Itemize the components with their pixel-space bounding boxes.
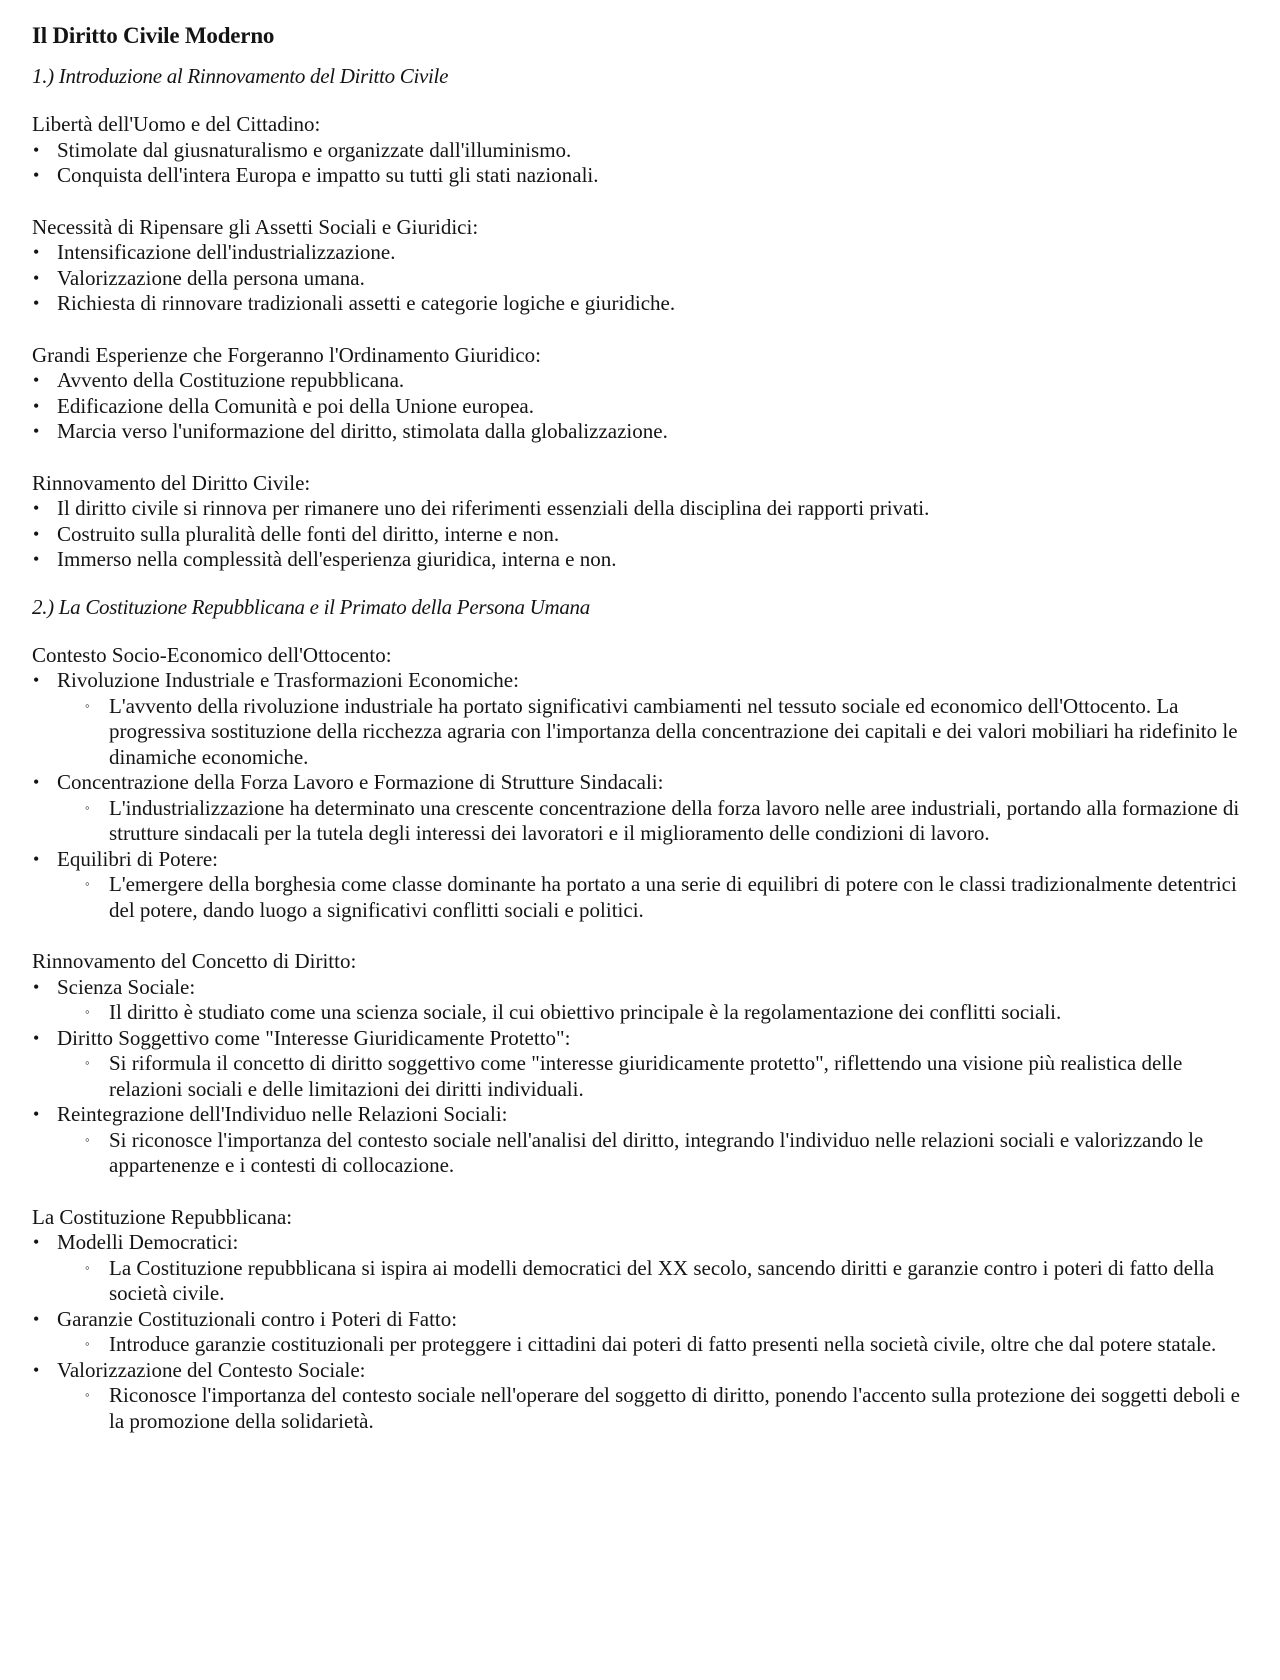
group-label: Contesto Socio-Economico dell'Ottocento: (32, 642, 392, 667)
sub-list-item (57, 1332, 1252, 1358)
sub-list-item (57, 694, 1252, 771)
group-grandi-esperienze (32, 343, 1252, 445)
list-item-text: Conquista dell'intera Europa e impatto su tutti gli stati nazionali. (57, 163, 599, 187)
list-item-text: Immerso nella complessità dell'esperienza giuridica, interna e non. (57, 547, 617, 571)
sub-bullet-icon: ◦ (85, 799, 90, 815)
bullet-icon: • (33, 1308, 40, 1329)
list-item-text: Valorizzazione del Contesto Sociale: (57, 1357, 366, 1382)
list-item-text: Equilibri di Potere: (57, 846, 218, 871)
list-item (32, 240, 1252, 266)
sub-bullet-icon: ◦ (85, 1055, 90, 1070)
sub-list-item-text: Si riconosce l'importanza del contesto sociale nell'analisi del diritto, integrando l'individuo nelle relazioni sociali e valorizzando le appartenenze e i contesti di collocazione. (109, 1127, 1204, 1177)
sub-bullet-icon: ◦ (85, 1004, 90, 1019)
list-item (32, 419, 1252, 445)
list-item (32, 1026, 1252, 1052)
list-item (32, 291, 1252, 317)
sub-list-item-text: La Costituzione repubblicana si ispira ai modelli democratici del XX secolo, sancendo diritti e garanzie contro i poteri di fatto della società civile. (109, 1255, 1215, 1305)
list-item (32, 1230, 1252, 1256)
list-item-text: Diritto Soggettivo come "Interesse Giuridicamente Protetto": (57, 1025, 571, 1050)
sub-bullet-icon: ◦ (85, 697, 90, 713)
list-item (32, 547, 1252, 573)
group-liberta (32, 112, 1252, 189)
section-heading-2: 2.) La Costituzione Repubblicana e il Primato della Persona Umana (32, 594, 590, 619)
bullet-icon: • (33, 242, 40, 262)
list-item-text: Concentrazione della Forza Lavoro e Formazione di Strutture Sindacali: (57, 770, 664, 794)
bullet-icon: • (33, 1232, 40, 1252)
list-item-text: Garanzie Costituzionali contro i Poteri di Fatto: (57, 1306, 458, 1331)
list-item-text: Edificazione della Comunità e poi della Unione europea. (57, 393, 534, 418)
bullet-icon: • (33, 421, 40, 441)
list-item-text: Avvento della Costituzione repubblicana. (57, 368, 405, 392)
sub-list-item (57, 1051, 1252, 1102)
sub-list-item-text: Riconosce l'importanza del contesto sociale nell'operare del soggetto di diritto, ponendo l'accento sulla protezione dei soggetti deboli e la promozione della solidarietà. (109, 1383, 1241, 1433)
bullet-icon: • (33, 139, 40, 160)
group-label: La Costituzione Repubblicana: (32, 1204, 293, 1229)
sub-list-item-text: Si riformula il concetto di diritto soggettivo come "interesse giuridicamente protetto", riflettendo una visione più realistica delle relazioni sociali e delle limitazioni dei diritti individuali. (109, 1051, 1183, 1101)
sub-bullet-icon: ◦ (85, 1259, 90, 1275)
group-rinnovamento-diritto-civile (32, 471, 1252, 573)
sub-list-item-text: L'industrializzazione ha determinato una crescente concentrazione della forza lavoro nelle aree industriali, portando alla formazione di strutture sindacali per la tutela degli interessi dei lavoratori e il miglioramento delle condizioni di lavoro. (109, 795, 1240, 845)
group-label: Rinnovamento del Concetto di Diritto: (32, 949, 357, 973)
list-item (32, 138, 1252, 164)
list-item-text: Marcia verso l'uniformazione del diritto, stimolata dalla globalizzazione. (57, 419, 668, 443)
list-item (32, 522, 1252, 548)
bullet-icon: • (33, 370, 40, 390)
group-label: Rinnovamento del Diritto Civile: (32, 470, 311, 495)
sub-bullet-icon: ◦ (85, 1336, 90, 1351)
list-item-text: Reintegrazione dell'Individuo nelle Relazioni Sociali: (57, 1102, 508, 1126)
list-item-text: Costruito sulla pluralità delle fonti del diritto, interne e non. (57, 521, 560, 546)
list-item (32, 163, 1252, 189)
sub-list-item (57, 796, 1252, 847)
list-item-text: Modelli Democratici: (57, 1230, 239, 1254)
sub-list-item (57, 1383, 1252, 1434)
group-necessita (32, 215, 1252, 317)
bullet-icon: • (33, 976, 40, 997)
bullet-icon: • (33, 1104, 40, 1124)
group-contesto-socio-economico (32, 643, 1252, 924)
list-item-text: Stimolate dal giusnaturalismo e organizzate dall'illuminismo. (57, 137, 572, 162)
list-item (32, 847, 1252, 873)
list-item (32, 266, 1252, 292)
sub-list-item-text: Il diritto è studiato come una scienza sociale, il cui obiettivo principale è la regolamentazione dei conflitti sociali. (109, 1000, 1062, 1024)
list-item (32, 668, 1252, 694)
group-costituzione-repubblicana (32, 1205, 1252, 1435)
sub-bullet-icon: ◦ (85, 1387, 90, 1402)
bullet-icon: • (33, 267, 40, 288)
list-item (32, 975, 1252, 1001)
sub-list-item-text: Introduce garanzie costituzionali per proteggere i cittadini dai poteri di fatto presenti nella società civile, oltre che dal potere statale. (109, 1332, 1217, 1356)
sub-list-item (57, 1000, 1252, 1026)
bullet-icon: • (33, 1027, 40, 1048)
section-heading-1: 1.) Introduzione al Rinnovamento del Diritto Civile (32, 64, 449, 88)
group-label: Necessità di Ripensare gli Assetti Sociali e Giuridici: (32, 214, 479, 239)
list-item (32, 1102, 1252, 1128)
bullet-icon: • (33, 395, 40, 416)
bullet-icon: • (33, 1359, 40, 1380)
list-item (32, 368, 1252, 394)
sub-list-item (57, 872, 1252, 923)
bullet-icon: • (33, 772, 40, 792)
bullet-icon: • (33, 549, 40, 569)
sub-list-item-text: L'avvento della rivoluzione industriale ha portato significativi cambiamenti nel tessuto sociale ed economico dell'Ottocento. La progressiva sostituzione della ricchezza agraria con l'importanza della concentrazione dei capitali e dei valori mobiliari ha ridefinito le dinamiche economiche. (109, 693, 1238, 769)
group-label: Libertà dell'Uomo e del Cittadino: (32, 112, 321, 136)
list-item (32, 770, 1252, 796)
list-item-text: Scienza Sociale: (57, 974, 196, 999)
list-item-text: Il diritto civile si rinnova per rimanere uno dei riferimenti essenziali della disciplina dei rapporti privati. (57, 496, 930, 520)
group-rinnovamento-concetto-diritto (32, 949, 1252, 1179)
list-item-text: Valorizzazione della persona umana. (57, 265, 365, 290)
bullet-icon: • (33, 165, 40, 185)
bullet-icon: • (33, 523, 40, 544)
bullet-icon: • (33, 293, 40, 313)
bullet-icon: • (33, 848, 40, 869)
list-item-text: Intensificazione dell'industrializzazione. (57, 240, 396, 264)
sub-list-item (57, 1128, 1252, 1179)
sub-bullet-icon: ◦ (85, 876, 90, 891)
sub-list-item-text: L'emergere della borghesia come classe dominante ha portato a una serie di equilibri di potere con le classi tradizionalmente detentrici del potere, dando luogo a significativi conflitti sociali e politici. (109, 872, 1237, 922)
list-item (32, 1358, 1252, 1384)
list-item (32, 394, 1252, 420)
list-item (32, 496, 1252, 522)
bullet-icon: • (33, 498, 40, 518)
group-label: Grandi Esperienze che Forgeranno l'Ordinamento Giuridico: (32, 342, 541, 367)
list-item-text: Richiesta di rinnovare tradizionali assetti e categorie logiche e giuridiche. (57, 291, 676, 315)
bullet-icon: • (33, 670, 40, 690)
document-title: Il Diritto Civile Moderno (32, 23, 275, 48)
sub-bullet-icon: ◦ (85, 1131, 90, 1147)
list-item (32, 1307, 1252, 1333)
list-item-text: Rivoluzione Industriale e Trasformazioni Economiche: (57, 668, 519, 692)
sub-list-item (57, 1256, 1252, 1307)
